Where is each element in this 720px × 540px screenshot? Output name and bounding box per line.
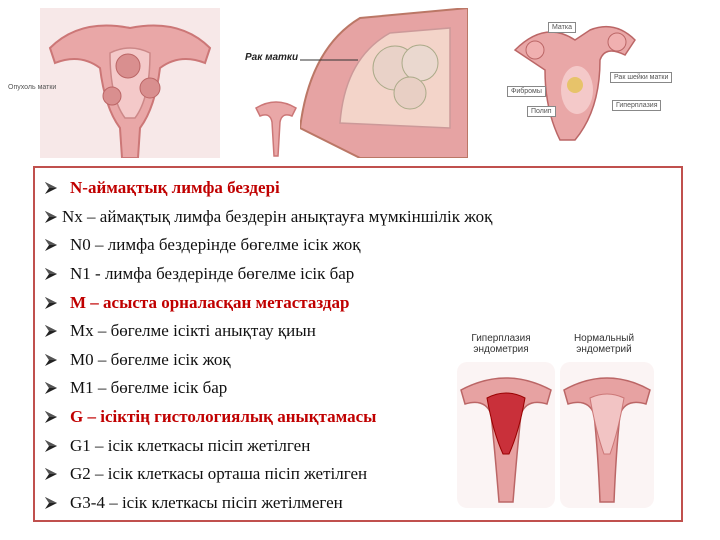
small-uterus-illustration [252, 96, 300, 158]
left-illustration-label: Опухоль матки [8, 84, 57, 91]
arrow-bullet-icon [44, 467, 66, 481]
hyperplasia-title: Гиперплазия эндометрия [471, 333, 531, 355]
bullet-item [44, 260, 444, 289]
bullet-item [44, 174, 444, 203]
bullet-text: G3-4 – ісік клеткасы пісіп жетілмеген [70, 492, 343, 512]
normal-uterus-illustration [560, 362, 654, 508]
arrow-bullet-icon [44, 324, 66, 338]
bullet-item [44, 460, 444, 489]
bullet-text: G2 – ісік клеткасы орташа пісіп жетілген [70, 464, 368, 484]
bullet-text: N-аймақтық лимфа бездері [70, 178, 280, 198]
bullet-item [44, 203, 493, 232]
arrow-bullet-icon [44, 210, 58, 224]
bullet-item [44, 431, 444, 460]
bullet-text: Nx – аймақтық лимфа бездерін анықтауға мүмкіншілік жоқ [62, 206, 493, 226]
arrow-bullet-icon [44, 238, 66, 252]
label-bottom-left: Полип [527, 106, 556, 117]
arrow-bullet-icon [44, 439, 66, 453]
bullet-text: N1 - лимфа бездерінде бөгелме ісік бар [70, 264, 355, 284]
arrow-bullet-icon [44, 267, 66, 281]
arrow-bullet-icon [44, 181, 66, 195]
bullet-item [44, 374, 444, 403]
label-bottom-right: Гиперплазия [612, 100, 661, 111]
bullet-text: G – ісіктің гистологиялық анықтамасы [70, 407, 377, 427]
bullet-item [44, 288, 444, 317]
bullet-text: G1 – ісік клеткасы пісіп жетілген [70, 435, 311, 455]
arrow-bullet-icon [44, 381, 66, 395]
bullet-item [44, 346, 444, 375]
label-mid-right: Рак шейки матки [610, 72, 672, 83]
bullet-text: Mx – бөгелме ісікті анықтау қиын [70, 321, 316, 341]
uterine-cancer-illustration [300, 8, 468, 158]
bullet-item [44, 317, 444, 346]
arrow-bullet-icon [44, 296, 66, 310]
arrow-bullet-icon [44, 353, 66, 367]
arrow-bullet-icon [44, 496, 66, 510]
bullet-item [44, 403, 444, 432]
uterus-tumor-illustration [40, 8, 220, 158]
bullet-item [44, 489, 444, 518]
tnm-bullet-list [44, 174, 493, 517]
bullet-text: N0 – лимфа бездерінде бөгелме ісік жоқ [70, 235, 361, 255]
bullet-item [44, 231, 444, 260]
normal-endometrium-title: Нормальный эндометрий [573, 333, 635, 355]
bullet-text: M – асыста орналасқан метастаздар [70, 292, 350, 312]
label-mid-left: Фибромы [507, 86, 546, 97]
hyperplasia-uterus-illustration [457, 362, 555, 508]
label-top: Матка [548, 22, 576, 33]
arrow-bullet-icon [44, 410, 66, 424]
bullet-text: M0 – бөгелме ісік жоқ [70, 349, 231, 369]
rak-matki-label: Рак матки [245, 52, 299, 63]
bullet-text: M1 – бөгелме ісік бар [70, 378, 228, 398]
